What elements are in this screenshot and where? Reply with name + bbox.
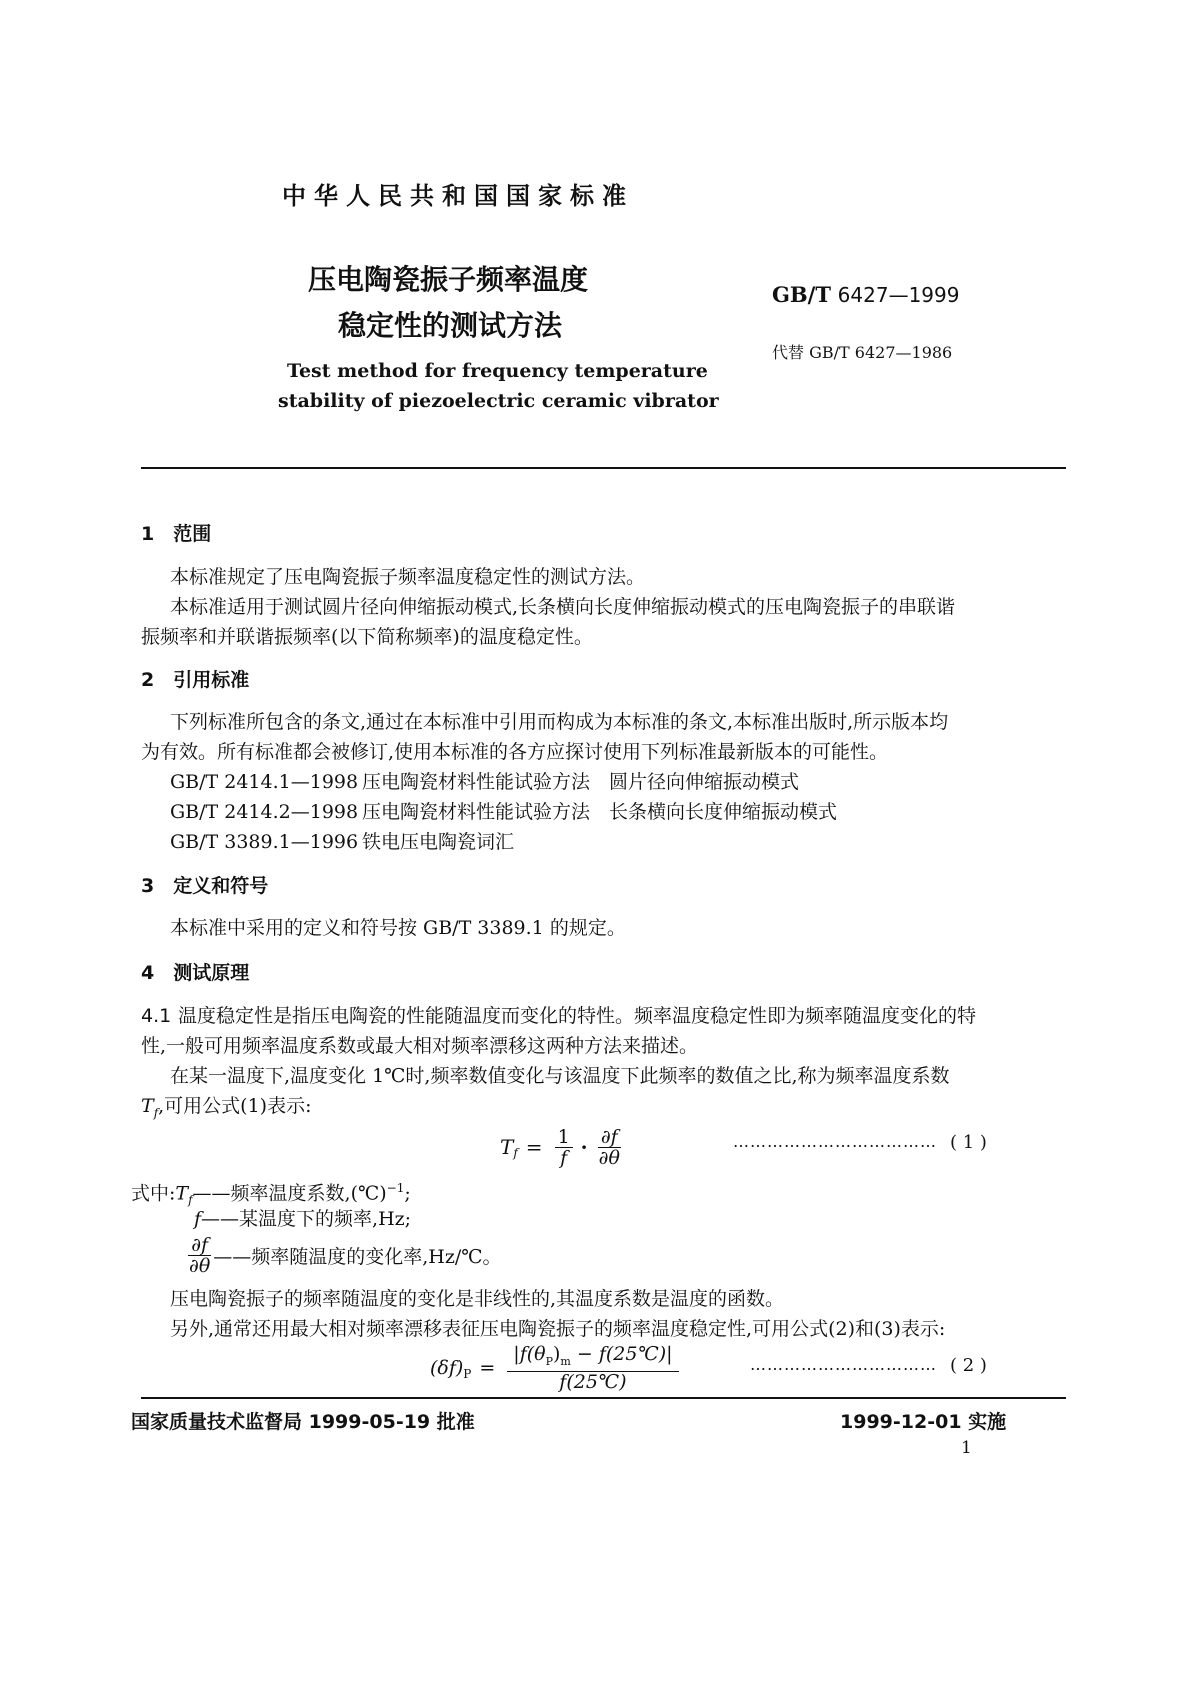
- replaces-prefix: 代替 GB/T: [772, 343, 850, 362]
- reference-item: [170, 826, 514, 858]
- reference-item: [170, 766, 799, 798]
- section-2-paragraph-line2: 为有效。所有标准都会被修订,使用本标准的各方应探讨使用下列标准最新版本的可能性。: [141, 741, 889, 763]
- where-item-2: [194, 1203, 411, 1235]
- eq2-fraction: [507, 1344, 678, 1393]
- eq2-numerator-rest: − f(25℃)|: [570, 1342, 673, 1365]
- page-number: 1: [961, 1438, 972, 1458]
- eq2-leader: ……………………………: [750, 1355, 937, 1374]
- eq1-lhs: T: [500, 1135, 514, 1159]
- paragraph-temp-coefficient-rest: ,可用公式(1)表示:: [158, 1095, 312, 1117]
- clause-4-1-label: 4.1: [141, 1005, 172, 1027]
- eq1-fraction-1-denominator: f: [560, 1146, 568, 1169]
- section-3-paragraph: 本标准中采用的定义和符号按 GB/T 3389.1 的规定。: [170, 917, 626, 939]
- clause-4-1-line1: [141, 1000, 976, 1032]
- eq1-leader: ………………………………: [733, 1132, 937, 1151]
- where-1-superscript: −1: [386, 1181, 405, 1195]
- section-1-paragraph-2-line2: 振频率和并联谐振频率(以下简称频率)的温度稳定性。: [141, 626, 593, 648]
- reference-title: 铁电压电陶瓷词汇: [362, 831, 515, 853]
- document-title-en-line2: stability of piezoelectric ceramic vibrator: [278, 390, 719, 412]
- clause-4-1-line2: 性,一般可用频率温度系数或最大相对频率漂移这两种方法来描述。: [141, 1035, 699, 1057]
- equation-2: [430, 1342, 683, 1394]
- paragraph-nonlinear: 压电陶瓷振子的频率随温度的变化是非线性的,其温度系数是温度的函数。: [170, 1288, 785, 1310]
- section-1-paragraph-1: 本标准规定了压电陶瓷振子频率温度稳定性的测试方法。: [170, 566, 646, 588]
- eq2-numerator-subscript-2: m: [560, 1354, 571, 1368]
- symbol-tf: T: [141, 1095, 154, 1117]
- document-title-cn-line1: 压电陶瓷振子频率温度: [308, 263, 589, 296]
- reference-code: GB/T 2414.1—1998: [170, 771, 359, 793]
- standard-prefix: GB/T: [772, 282, 831, 307]
- eq1-dot: ·: [580, 1135, 588, 1159]
- where-3-numerator: ∂f: [188, 1235, 211, 1256]
- where-label: 式中:: [131, 1182, 176, 1205]
- eq2-numerator-mid: ): [553, 1342, 561, 1365]
- document-title-en-line1: Test method for frequency temperature: [287, 360, 708, 382]
- eq2-numerator-subscript-1: P: [545, 1354, 553, 1368]
- national-standard-title: 中华人民共和国国家标准: [282, 182, 634, 210]
- where-2-symbol: f: [194, 1208, 202, 1230]
- eq1-fraction-1-numerator: 1: [555, 1127, 573, 1148]
- paragraph-temp-coefficient-line1: 在某一温度下,温度变化 1℃时,频率数值变化与该温度下此频率的数值之比,称为频率温度系数: [170, 1065, 950, 1087]
- eq2-numerator: [507, 1344, 678, 1373]
- eq2-number: ( 2 ): [950, 1355, 987, 1376]
- reference-code: GB/T 3389.1—1996: [170, 831, 359, 853]
- where-3-fraction: [186, 1235, 213, 1276]
- standard-code: 6427—1999: [837, 283, 960, 307]
- clause-4-1-text: 温度稳定性是指压电陶瓷的性能随温度而变化的特性。频率温度稳定性即为频率随温度变化的特: [178, 1005, 977, 1027]
- where-1-description: ——频率温度系数,(℃): [192, 1182, 387, 1205]
- where-item-3: [186, 1232, 502, 1278]
- where-3-denominator: ∂θ: [189, 1254, 211, 1277]
- section-2-heading: 2 引用标准: [141, 669, 250, 691]
- eq2-denominator: f(25℃): [559, 1371, 627, 1394]
- where-1-subscript: f: [188, 1193, 193, 1208]
- paragraph-temp-coefficient-line2: [141, 1090, 312, 1129]
- effective-date: 1999-12-01 实施: [840, 1411, 1007, 1433]
- reference-title: 压电陶瓷材料性能试验方法 圆片径向伸缩振动模式: [362, 771, 800, 793]
- where-1-symbol: T: [175, 1182, 189, 1205]
- eq2-lhs-subscript: P: [463, 1367, 472, 1381]
- section-1-paragraph-2-line1: 本标准适用于测试圆片径向伸缩振动模式,长条横向长度伸缩振动模式的压电陶瓷振子的串联谐: [170, 596, 956, 618]
- section-4-heading: 4 测试原理: [141, 962, 250, 984]
- where-3-description: ——频率随温度的变化率,Hz/℃。: [213, 1245, 502, 1268]
- standard-number: [772, 282, 959, 307]
- document-title-cn-line2: 稳定性的测试方法: [338, 309, 563, 342]
- eq1-number: ( 1 ): [950, 1132, 987, 1153]
- section-3-heading: 3 定义和符号: [141, 875, 269, 897]
- eq1-equals: =: [525, 1135, 543, 1159]
- section-1-heading: 1 范围: [141, 523, 212, 545]
- reference-code: GB/T 2414.2—1998: [170, 801, 359, 823]
- where-2-description: ——某温度下的频率,Hz;: [201, 1208, 412, 1230]
- eq2-equals: =: [479, 1357, 496, 1379]
- symbol-tf-subscript: f: [153, 1105, 159, 1120]
- eq2-lhs: (δf): [430, 1357, 464, 1379]
- reference-item: [170, 796, 837, 828]
- section-2-paragraph-line1: 下列标准所包含的条文,通过在本标准中引用而构成为本标准的条文,本标准出版时,所示版本均: [170, 711, 949, 733]
- eq1-fraction-2-denominator: ∂θ: [598, 1146, 620, 1169]
- where-1-end: ;: [404, 1182, 411, 1205]
- eq1-lhs-subscript: f: [513, 1146, 518, 1160]
- replaces-standard: [772, 340, 952, 363]
- eq1-fraction-2-numerator: ∂f: [598, 1127, 621, 1148]
- eq1-fraction-2: [596, 1127, 623, 1168]
- equation-1: [500, 1121, 627, 1173]
- header-rule: [141, 467, 1066, 469]
- reference-title: 压电陶瓷材料性能试验方法 长条横向长度伸缩振动模式: [362, 801, 838, 823]
- approval-line: 国家质量技术监督局 1999-05-19 批准: [131, 1411, 475, 1433]
- paragraph-max-drift: 另外,通常还用最大相对频率漂移表征压电陶瓷振子的频率温度稳定性,可用公式(2)和(3)表示:: [170, 1318, 946, 1340]
- footer-rule: [141, 1397, 1066, 1399]
- eq1-fraction-1: [555, 1127, 573, 1168]
- eq2-numerator-start: |f(θ: [513, 1342, 546, 1365]
- replaces-code: 6427—1986: [854, 343, 953, 362]
